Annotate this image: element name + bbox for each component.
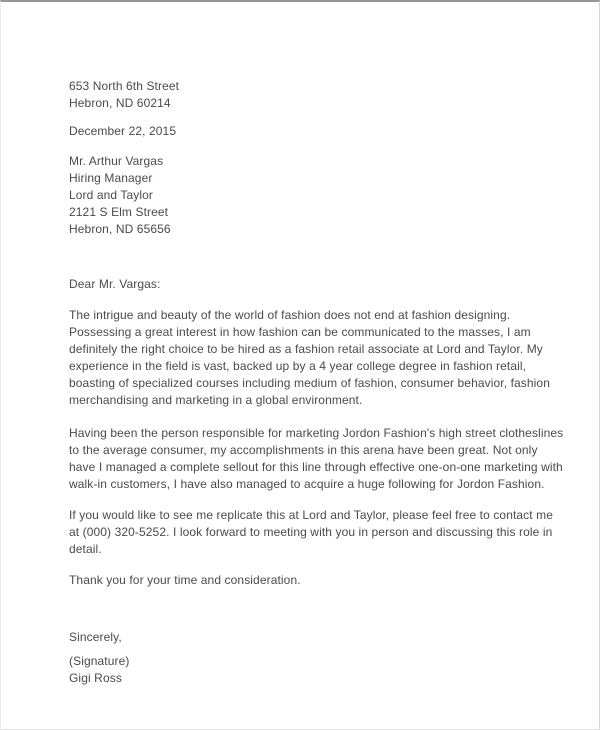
body-paragraph-3: If you would like to see me replicate this at Lord and Taylor, please feel free to contact me at (000) 320-5252. I look forward to meeting with you in person and discussing this role in detail. [69,508,554,556]
body-paragraph-4: Thank you for your time and consideration. [69,573,301,587]
recipient-street: 2121 S Elm Street [69,205,169,219]
signature-block [69,653,566,687]
body-paragraph-1: The intrigue and beauty of the world of fashion does not end at fashion designing. Possessing a great interest in how fashion can be communicated to the masses, I am definitely the right choice to be hired as a fashion retail associate at Lord and Taylor. My experience in the field is vast, backed up by a 4 year college degree in fashion retail, boasting of specialized courses including medium of fashion, consumer behavior, fashion merchandising and marketing in a global environment. [69,308,550,407]
letter-date [69,123,566,140]
closing: Sincerely, [69,630,122,644]
signature-placeholder: (Signature) [69,654,130,668]
recipient-title: Hiring Manager [69,171,153,185]
date-text: December 22, 2015 [69,124,177,138]
recipient-address [69,153,566,238]
recipient-city: Hebron, ND 65656 [69,222,171,236]
recipient-company: Lord and Taylor [69,188,153,202]
sender-city: Hebron, ND 60214 [69,96,171,110]
salutation: Dear Mr. Vargas: [69,277,161,291]
sender-street: 653 North 6th Street [69,79,180,93]
signature-name: Gigi Ross [69,671,122,685]
body-paragraph-2: Having been the person responsible for marketing Jordon Fashion's high street clotheslines to the average consumer, my accomplishments in this arena have been great. Not only have I managed a complete sellout for this line through effective one-on-one marketing with walk-in customers, I have also managed to acquire a huge following for Jordon Fashion. [69,426,564,491]
sender-address [69,78,566,112]
letter-content [69,78,566,687]
recipient-name: Mr. Arthur Vargas [69,154,164,168]
